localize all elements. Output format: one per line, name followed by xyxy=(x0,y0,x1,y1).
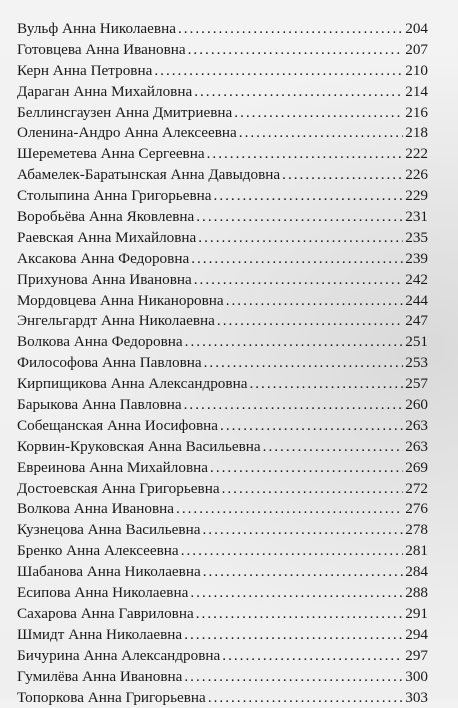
toc-entry-name: Барыкова Анна Павловна xyxy=(17,395,182,416)
toc-entry-page-number: 284 xyxy=(405,562,428,583)
toc-entry-page-number: 278 xyxy=(405,520,428,541)
toc-entry-page-number: 253 xyxy=(405,353,428,374)
toc-entry xyxy=(17,604,428,625)
toc-entry xyxy=(17,479,428,500)
toc-entry-name: Бренко Анна Алексеевна xyxy=(17,541,179,562)
toc-entry-name: Кузнецова Анна Васильевна xyxy=(17,520,200,541)
dot-leader xyxy=(210,458,403,479)
toc-entry-page-number: 235 xyxy=(405,228,428,249)
dot-leader xyxy=(234,103,403,124)
toc-entry xyxy=(17,541,428,562)
dot-leader xyxy=(239,123,403,144)
toc-entry-page-number: 269 xyxy=(405,458,428,479)
toc-entry xyxy=(17,499,428,520)
dot-leader xyxy=(249,374,403,395)
toc-entry-page-number: 239 xyxy=(405,249,428,270)
dot-leader xyxy=(194,270,403,291)
dot-leader xyxy=(282,165,403,186)
toc-entry xyxy=(17,207,428,228)
toc-entry-name: Беллинсгаузен Анна Дмитриевна xyxy=(17,103,232,124)
toc-entry-page-number: 281 xyxy=(405,541,428,562)
toc-entry-name: Керн Анна Петровна xyxy=(17,61,152,82)
dot-leader xyxy=(222,646,403,667)
toc-entry xyxy=(17,688,428,708)
toc-entry xyxy=(17,249,428,270)
toc-entry-name: Готовцева Анна Ивановна xyxy=(17,40,186,61)
toc-entry xyxy=(17,291,428,312)
toc-entry-name: Волкова Анна Федоровна xyxy=(17,332,183,353)
toc-entry xyxy=(17,19,428,40)
toc-entry-page-number: 263 xyxy=(405,416,428,437)
toc-entry-name: Оленина-Андро Анна Алексеевна xyxy=(17,123,237,144)
toc-entry-page-number: 216 xyxy=(405,103,428,124)
toc-entry-page-number: 272 xyxy=(405,479,428,500)
toc-entry xyxy=(17,82,428,103)
dot-leader xyxy=(226,291,404,312)
toc-entry xyxy=(17,625,428,646)
toc-entry-name: Шабанова Анна Николаевна xyxy=(17,562,201,583)
toc-entry-name: Достоевская Анна Григорьевна xyxy=(17,479,220,500)
toc-entry xyxy=(17,186,428,207)
toc-entry-page-number: 229 xyxy=(405,186,428,207)
toc-entry-name: Мордовцева Анна Никаноровна xyxy=(17,291,224,312)
dot-leader xyxy=(196,207,403,228)
dot-leader xyxy=(214,186,404,207)
dot-leader xyxy=(194,82,403,103)
dot-leader xyxy=(184,625,403,646)
toc-entry-name: Воробьёва Анна Яковлевна xyxy=(17,207,194,228)
toc-entry-name: Прихунова Анна Ивановна xyxy=(17,270,192,291)
dot-leader xyxy=(176,499,403,520)
toc-entry-page-number: 303 xyxy=(405,688,428,708)
toc-entry-page-number: 276 xyxy=(405,499,428,520)
toc-entry xyxy=(17,123,428,144)
toc-entry xyxy=(17,646,428,667)
toc-entry-page-number: 222 xyxy=(405,144,428,165)
toc-entry-page-number: 263 xyxy=(405,437,428,458)
toc-entry-name: Сахарова Анна Гавриловна xyxy=(17,604,194,625)
dot-leader xyxy=(204,353,404,374)
toc-entry-page-number: 204 xyxy=(405,19,428,40)
toc-entry-name: Волкова Анна Ивановна xyxy=(17,499,174,520)
dot-leader xyxy=(184,395,404,416)
dot-leader xyxy=(190,583,403,604)
toc-entry-page-number: 300 xyxy=(405,667,428,688)
toc-entry xyxy=(17,228,428,249)
dot-leader xyxy=(203,562,404,583)
toc-entry-page-number: 244 xyxy=(405,291,428,312)
toc-entry-page-number: 214 xyxy=(405,82,428,103)
toc-entry xyxy=(17,311,428,332)
toc-entry-page-number: 257 xyxy=(405,374,428,395)
toc-entry xyxy=(17,395,428,416)
toc-entry-page-number: 294 xyxy=(405,625,428,646)
toc-entry-name: Раевская Анна Михайловна xyxy=(17,228,196,249)
dot-leader xyxy=(191,249,403,270)
toc-entry-page-number: 231 xyxy=(405,207,428,228)
toc-entry-name: Шмидт Анна Николаевна xyxy=(17,625,182,646)
toc-entry xyxy=(17,144,428,165)
toc-entry-name: Гумилёва Анна Ивановна xyxy=(17,667,182,688)
toc-entry xyxy=(17,353,428,374)
toc-entry-page-number: 251 xyxy=(405,332,428,353)
toc-entry-name: Дараган Анна Михайловна xyxy=(17,82,192,103)
table-of-contents xyxy=(17,19,428,708)
toc-entry xyxy=(17,562,428,583)
toc-entry-name: Энгельгардт Анна Николаевна xyxy=(17,311,215,332)
toc-entry-page-number: 260 xyxy=(405,395,428,416)
toc-entry xyxy=(17,61,428,82)
toc-entry-name: Вульф Анна Николаевна xyxy=(17,19,176,40)
toc-entry-name: Собещанская Анна Иосифовна xyxy=(17,416,218,437)
toc-entry-page-number: 210 xyxy=(405,61,428,82)
toc-entry xyxy=(17,458,428,479)
toc-entry-name: Есипова Анна Николаевна xyxy=(17,583,188,604)
toc-entry-name: Столыпина Анна Григорьевна xyxy=(17,186,212,207)
toc-entry-page-number: 297 xyxy=(405,646,428,667)
toc-entry xyxy=(17,437,428,458)
toc-entry-page-number: 226 xyxy=(405,165,428,186)
toc-entry-page-number: 242 xyxy=(405,270,428,291)
dot-leader xyxy=(196,604,404,625)
dot-leader xyxy=(154,61,403,82)
toc-entry xyxy=(17,103,428,124)
dot-leader xyxy=(217,311,403,332)
toc-entry xyxy=(17,667,428,688)
toc-entry-page-number: 247 xyxy=(405,311,428,332)
toc-entry xyxy=(17,165,428,186)
toc-entry xyxy=(17,416,428,437)
toc-entry-page-number: 291 xyxy=(405,604,428,625)
toc-entry xyxy=(17,374,428,395)
toc-entry xyxy=(17,40,428,61)
toc-entry-name: Шереметева Анна Сергеевна xyxy=(17,144,205,165)
toc-entry-page-number: 288 xyxy=(405,583,428,604)
dot-leader xyxy=(202,520,403,541)
toc-entry-name: Аксакова Анна Федоровна xyxy=(17,249,189,270)
toc-entry-page-number: 207 xyxy=(405,40,428,61)
toc-entry-name: Абамелек-Баратынская Анна Давыдовна xyxy=(17,165,280,186)
toc-entry-name: Бичурина Анна Александровна xyxy=(17,646,220,667)
toc-entry xyxy=(17,583,428,604)
dot-leader xyxy=(207,144,404,165)
toc-entry-page-number: 218 xyxy=(405,123,428,144)
dot-leader xyxy=(178,19,403,40)
toc-entry-name: Философова Анна Павловна xyxy=(17,353,202,374)
dot-leader xyxy=(208,688,403,708)
dot-leader xyxy=(188,40,404,61)
dot-leader xyxy=(263,437,404,458)
dot-leader xyxy=(185,332,404,353)
dot-leader xyxy=(220,416,403,437)
toc-entry-name: Евреинова Анна Михайловна xyxy=(17,458,208,479)
dot-leader xyxy=(222,479,404,500)
dot-leader xyxy=(181,541,404,562)
toc-entry-name: Корвин-Круковская Анна Васильевна xyxy=(17,437,261,458)
toc-entry-name: Топоркова Анна Григорьевна xyxy=(17,688,206,708)
toc-entry xyxy=(17,332,428,353)
toc-entry xyxy=(17,520,428,541)
dot-leader xyxy=(198,228,403,249)
toc-entry-name: Кирпищикова Анна Александровна xyxy=(17,374,247,395)
toc-entry xyxy=(17,270,428,291)
dot-leader xyxy=(184,667,403,688)
